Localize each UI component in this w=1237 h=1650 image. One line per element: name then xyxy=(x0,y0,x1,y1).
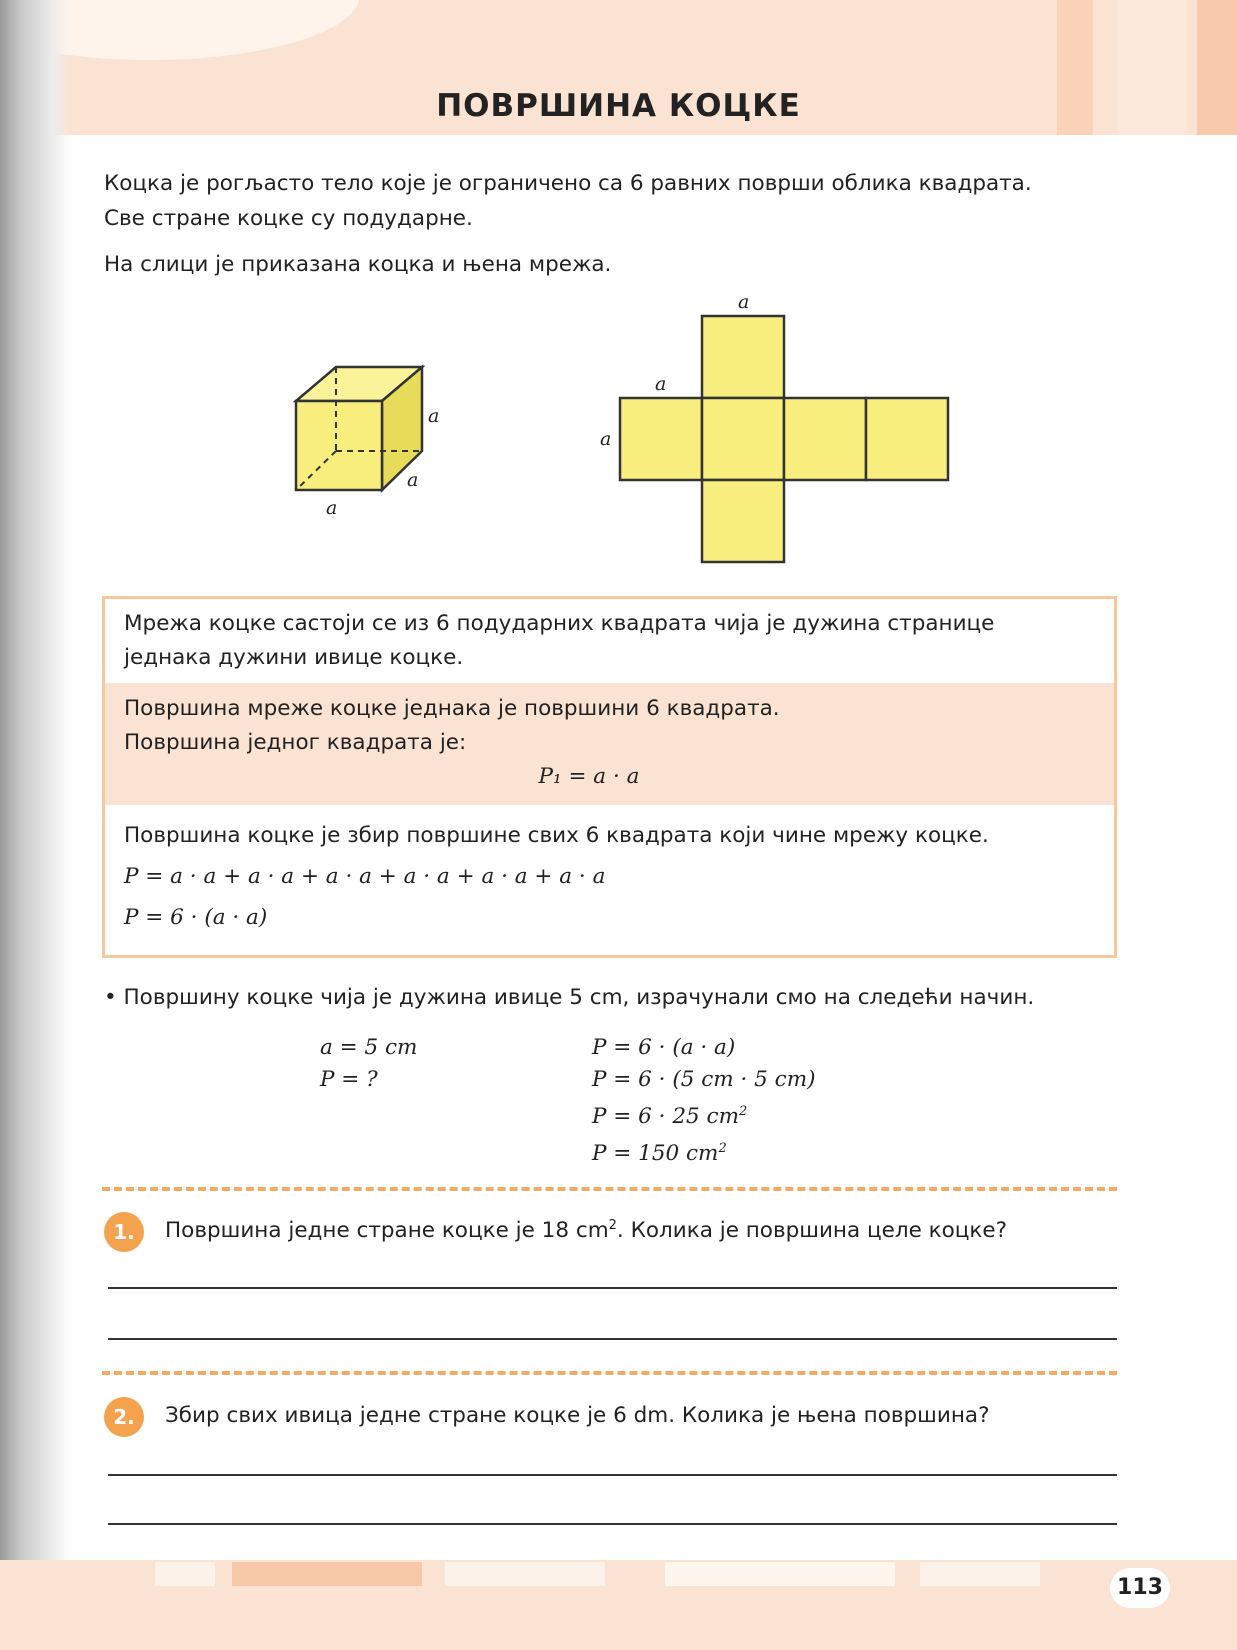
net-square-right xyxy=(784,398,866,480)
net-square-left xyxy=(620,398,702,480)
intro-line-3: На слици је приказана коцка и њена мрежа. xyxy=(104,252,612,277)
section-divider xyxy=(102,1371,1117,1375)
example-steps xyxy=(592,1032,816,1170)
net-label-top: a xyxy=(738,292,750,313)
step-1: P = 6 · (a · a) xyxy=(592,1035,736,1060)
example-given xyxy=(320,1032,417,1096)
footer-stripe xyxy=(920,1562,1040,1586)
question-1-text: Површина једне стране коцке је 18 $cm^2$. Колика је површина целе коцке? xyxy=(165,1218,1008,1244)
cube-figure xyxy=(280,355,480,525)
intro-line-1: Коцка је рогљасто тело које је ограничено са 6 равних површи облика квадрата. xyxy=(104,171,1032,196)
question-2-text: Збир свих ивица једне стране коцке је 6 dm. Колика је њена површина? xyxy=(165,1403,990,1428)
page-title: ПОВРШИНА КОЦКЕ xyxy=(436,88,801,124)
question-1-number: 1. xyxy=(104,1212,144,1252)
box-square-line-1: Површина мреже коцке једнака је површини 6 квадрата. xyxy=(124,696,780,721)
footer-stripe xyxy=(155,1562,215,1586)
cube-label-width: a xyxy=(326,497,338,519)
box-net-line-1: Мрежа коцке састоји се из 6 подударних квадрата чија је дужина странице xyxy=(124,611,995,636)
cube-label-height: a xyxy=(428,405,440,427)
answer-line[interactable] xyxy=(108,1474,1117,1476)
footer-stripe xyxy=(445,1562,605,1586)
cube-area-sum-formula: P = a · a + a · a + a · a + a · a + a · a + a · a xyxy=(124,864,606,889)
section-divider xyxy=(102,1187,1117,1191)
given-unknown: P = ? xyxy=(320,1067,378,1092)
net-square-top xyxy=(702,316,784,398)
box-section-square-area xyxy=(105,683,1114,805)
intro-line-2: Све стране коцке су подударне. xyxy=(104,206,473,231)
net-label-left-top: a xyxy=(655,373,667,395)
step-4: P = 150 $cm^2$ xyxy=(592,1141,727,1167)
net-square-center xyxy=(702,398,784,480)
example-intro: • Површину коцке чија је дужина ивице 5 cm, израчунали смо на следећи начин. xyxy=(104,985,1035,1010)
given-edge: a = 5 cm xyxy=(320,1035,418,1060)
footer-stripe xyxy=(665,1562,895,1586)
answer-line[interactable] xyxy=(108,1523,1117,1525)
step-3: P = 6 · 25 $cm^2$ xyxy=(592,1104,748,1130)
question-2-number: 2. xyxy=(104,1397,144,1437)
net-label-left-side: a xyxy=(600,428,612,450)
answer-line[interactable] xyxy=(108,1338,1117,1340)
box-section-cube-area xyxy=(105,805,1114,955)
footer-stripe xyxy=(232,1562,422,1586)
cube-net-figure xyxy=(595,292,955,572)
box-section-net xyxy=(105,599,1114,683)
net-square-far-right xyxy=(866,398,948,480)
page-gutter-shadow xyxy=(0,0,70,1650)
square-area-formula: P₁ = a · a xyxy=(538,764,640,789)
cube-area-formula: P = 6 · (a · a) xyxy=(124,905,268,930)
box-cube-line-1: Површина коцке је збир површине свих 6 квадрата који чине мрежу коцке. xyxy=(124,823,989,848)
cube-label-depth: a xyxy=(407,469,419,491)
box-square-line-2: Површина једног квадрата је: xyxy=(124,730,467,755)
answer-line[interactable] xyxy=(108,1287,1117,1289)
definition-box xyxy=(102,596,1117,958)
page-number: 113 xyxy=(1110,1568,1170,1608)
box-net-line-2: једнака дужини ивице коцке. xyxy=(124,645,464,670)
net-square-bottom xyxy=(702,480,784,562)
step-2: P = 6 · (5 cm · 5 cm) xyxy=(592,1067,816,1092)
